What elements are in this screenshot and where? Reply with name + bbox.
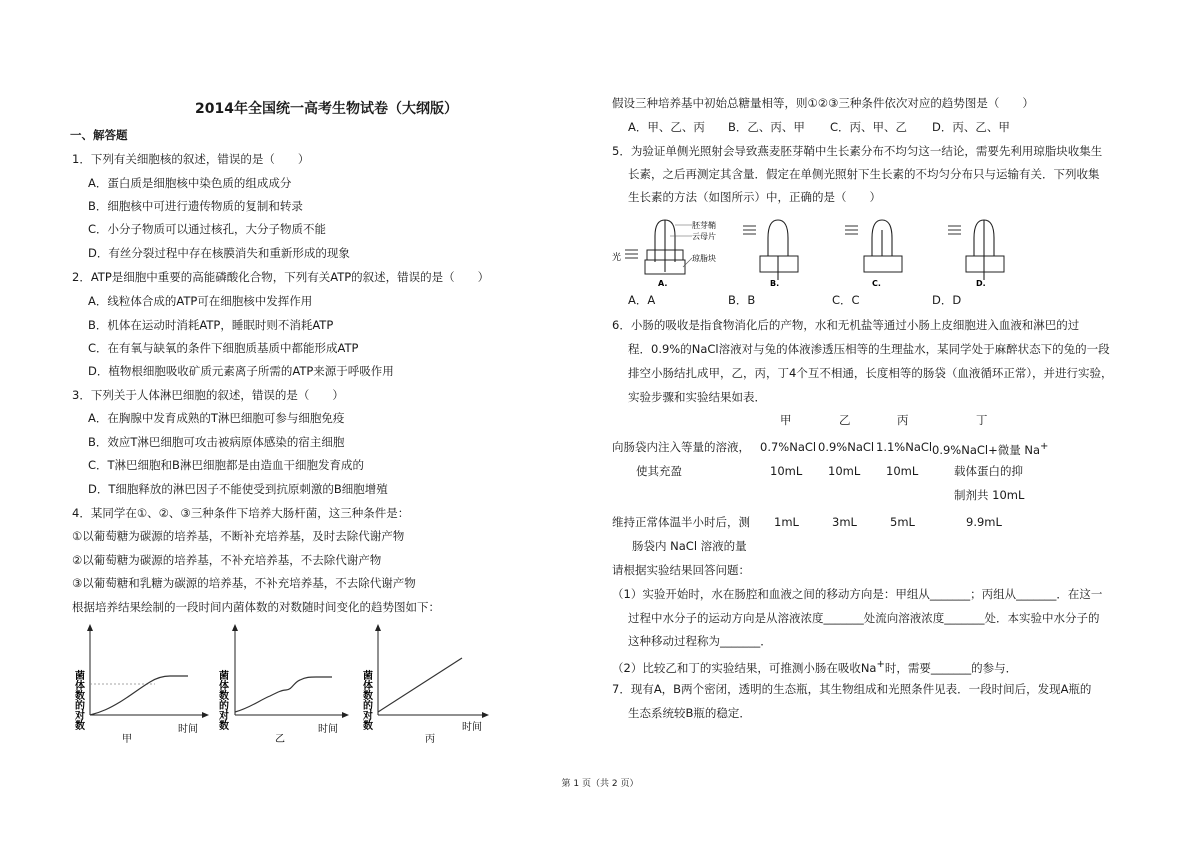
graph-label-bing: 丙 [425,734,435,745]
figure-label-c: C. [872,279,881,288]
q2-option-b: B．机体在运动时消耗ATP，睡眠时则不消耗ATP [88,318,334,332]
figure-label-b: B. [770,279,780,288]
row1-vol-ding: 载体蛋白的抑 [954,464,1023,478]
section-heading: 一、解答题 [70,128,128,142]
q4-condition-3: ③以葡萄糖和乳糖为碳源的培养基，不补充培养基，不去除代谢产物 [72,576,416,590]
row2-label-2: 肠袋内 NaCl 溶液的量 [632,539,747,553]
q5-option-a: A．A [628,293,656,307]
row1-jia: 0.7%NaCl [760,440,817,454]
graph-xlabel: 时间 [178,724,198,735]
figure-label-d: D. [976,279,986,288]
row1-vol-jia: 10mL [770,464,803,478]
graph-xlabel: 时间 [462,722,482,733]
q3-stem: 3．下列关于人体淋巴细胞的叙述，错误的是（ ） [72,388,344,402]
q2-option-c: C．在有氧与缺氧的条件下细胞质基质中都能形成ATP [88,341,359,355]
table-col-jia: 甲 [780,413,792,427]
q4-option-a: A．甲、乙、丙 [628,120,705,134]
q4-condition-1: ①以葡萄糖为碳源的培养基，不断补充培养基，及时去除代谢产物 [72,529,405,543]
q3-option-c: C．T淋巴细胞和B淋巴细胞都是由造血干细胞发育成的 [88,458,364,472]
row1-bing: 1.1%NaCl [876,440,933,454]
q6-sub1-c: 这种移动过程称为_______． [628,634,772,648]
q3-option-a: A．在胸腺中发育成熟的T淋巴细胞可参与细胞免疫 [88,411,345,425]
figure-label-a: A. [658,279,668,288]
q3-option-d: D．T细胞释放的淋巴因子不能使受到抗原刺激的B细胞增殖 [88,482,388,496]
curve-jia [90,676,188,715]
part-agar: 琼脂块 [692,254,716,263]
table-col-yi: 乙 [839,413,851,427]
q4-option-d: D．丙、乙、甲 [932,120,1010,134]
q2-option-d: D．植物根细胞吸收矿质元素离子所需的ATP来源于呼吸作用 [88,364,394,378]
graph-label-jia: 甲 [122,734,132,745]
graph-ylabel: 菌体数的对数 [216,670,228,730]
q6-line-1: 6．小肠的吸收是指食物消化后的产物，水和无机盐等通过小肠上皮细胞进入血液和淋巴的过 [612,318,1080,332]
row2-label-1: 维持正常体温半小时后，测 [612,515,750,529]
q6-ask: 请根据实验结果回答问题： [612,563,750,577]
q4-option-c: C．丙、甲、乙 [830,120,908,134]
row1-vol-bing: 10mL [886,464,919,478]
q7-line-2: 生态系统较B瓶的稳定． [628,706,751,720]
graph-bing [361,624,490,745]
q4-condition-2: ②以葡萄糖为碳源的培养基，不补充培养基，不去除代谢产物 [72,553,382,567]
graph-label-yi: 乙 [275,734,285,745]
q2-option-a: A．线粒体合成的ATP可在细胞核中发挥作用 [88,294,313,308]
table-col-ding: 丁 [976,413,988,427]
q7-line-1: 7．现有A，B两个密闭，透明的生态瓶，其生物组成和光照条件见表．一段时间后，发现A瓶的 [612,682,1092,696]
q6-sub1-b: 过程中水分子的运动方向是从溶液浓度_______处流向溶液浓度_______处．本实验中水分子的 [628,611,1100,625]
q6-line-4: 实验步骤和实验结果如表． [628,390,766,404]
row1-label-1: 向肠袋内注入等量的溶液， [612,440,750,454]
graph-ylabel: 菌体数的对数 [360,670,372,730]
exam-title: 2014年全国统一高考生物试卷（大纲版） [195,101,458,117]
q1-option-c: C．小分子物质可以通过核孔，大分子物质不能 [88,222,327,236]
q1-option-b: B．细胞核中可进行遗传物质的复制和转录 [88,199,303,213]
q2-stem: 2．ATP是细胞中重要的高能磷酸化合物，下列有关ATP的叙述，错误的是（ ） [72,270,490,284]
q6-line-2: 程．0.9%的NaCl溶液对与兔的体液渗透压相等的生理盐水，某同学处于麻醉状态下的兔的一段 [628,342,1110,356]
row1-ding: 0.9%NaCl+微量 Na+ [932,441,1049,457]
q4-trend-graphs [70,622,540,747]
figure-d [948,220,1004,288]
q4-continued: 假设三种培养基中初始总糖量相等，则①②③三种条件依次对应的趋势图是（ ） [612,96,1034,110]
q4-option-b: B．乙、丙、甲 [728,120,805,134]
q4-graph-intro: 根据培养结果绘制的一段时间内菌体数的对数随时间变化的趋势图如下： [72,600,440,614]
q5-option-c: C．C [832,293,860,307]
row1-yi: 0.9%NaCl [818,440,875,454]
q5-line-2: 长素，之后再测定其含量．假定在单侧光照射下生长素的不均匀分布只与运输有关．下列收集 [628,167,1100,181]
q1-stem: 1．下列有关细胞核的叙述，错误的是（ ） [72,152,310,166]
q3-option-b: B．效应T淋巴细胞可攻击被病原体感染的宿主细胞 [88,435,345,449]
row2-ding: 9.9mL [966,515,1002,529]
row2-jia: 1mL [774,515,799,529]
q1-option-a: A．蛋白质是细胞核中染色质的组成成分 [88,176,292,190]
curve-bing [378,658,462,712]
row1-ding-extra: 制剂共 10mL [954,488,1025,502]
q5-option-d: D．D [932,293,962,307]
part-mica: 云母片 [692,232,716,241]
row2-bing: 5mL [890,515,915,529]
figure-c [845,220,902,288]
q1-option-d: D．有丝分裂过程中存在核膜消失和重新形成的现象 [88,246,350,260]
row1-label-2: 使其充盈 [636,464,682,478]
graph-jia [73,624,210,745]
q6-sub2: （2）比较乙和丁的实验结果，可推测小肠在吸收Na+时，需要_______的参与． [612,659,1018,675]
table-col-bing: 丙 [897,413,909,427]
q6-line-3: 排空小肠结扎成甲，乙，丙，丁4个互不相通，长度相等的肠袋（血液循环正常），并进行实验， [628,366,1113,380]
row2-yi: 3mL [832,515,857,529]
light-label: 光 [612,253,622,263]
q6-sub1-a: （1）实验开始时，水在肠腔和血液之间的移动方向是：甲组从_______；丙组从_______．在这一 [612,587,1103,601]
graph-ylabel: 菌体数的对数 [72,670,84,730]
q5-line-1: 5．为验证单侧光照射会导致燕麦胚芽鞘中生长素分布不均匀这一结论，需要先利用琼脂块收集生 [612,144,1103,158]
q5-line-3: 生长素的方法（如图所示）中，正确的是（ ） [628,190,881,204]
graph-yi [217,624,350,745]
row1-vol-yi: 10mL [828,464,861,478]
figure-b [743,220,798,288]
graph-xlabel: 时间 [318,724,338,735]
q5-coleoptile-figure [610,212,1030,288]
part-coleoptile: 胚芽鞘 [692,221,716,230]
page-footer: 第 1 页（共 2 页） [561,779,639,789]
curve-yi [235,677,332,712]
q5-option-b: B．B [728,293,756,307]
q4-stem: 4．某同学在①、②、③三种条件下培养大肠杆菌，这三种条件是： [72,506,410,520]
figure-a [625,220,716,288]
